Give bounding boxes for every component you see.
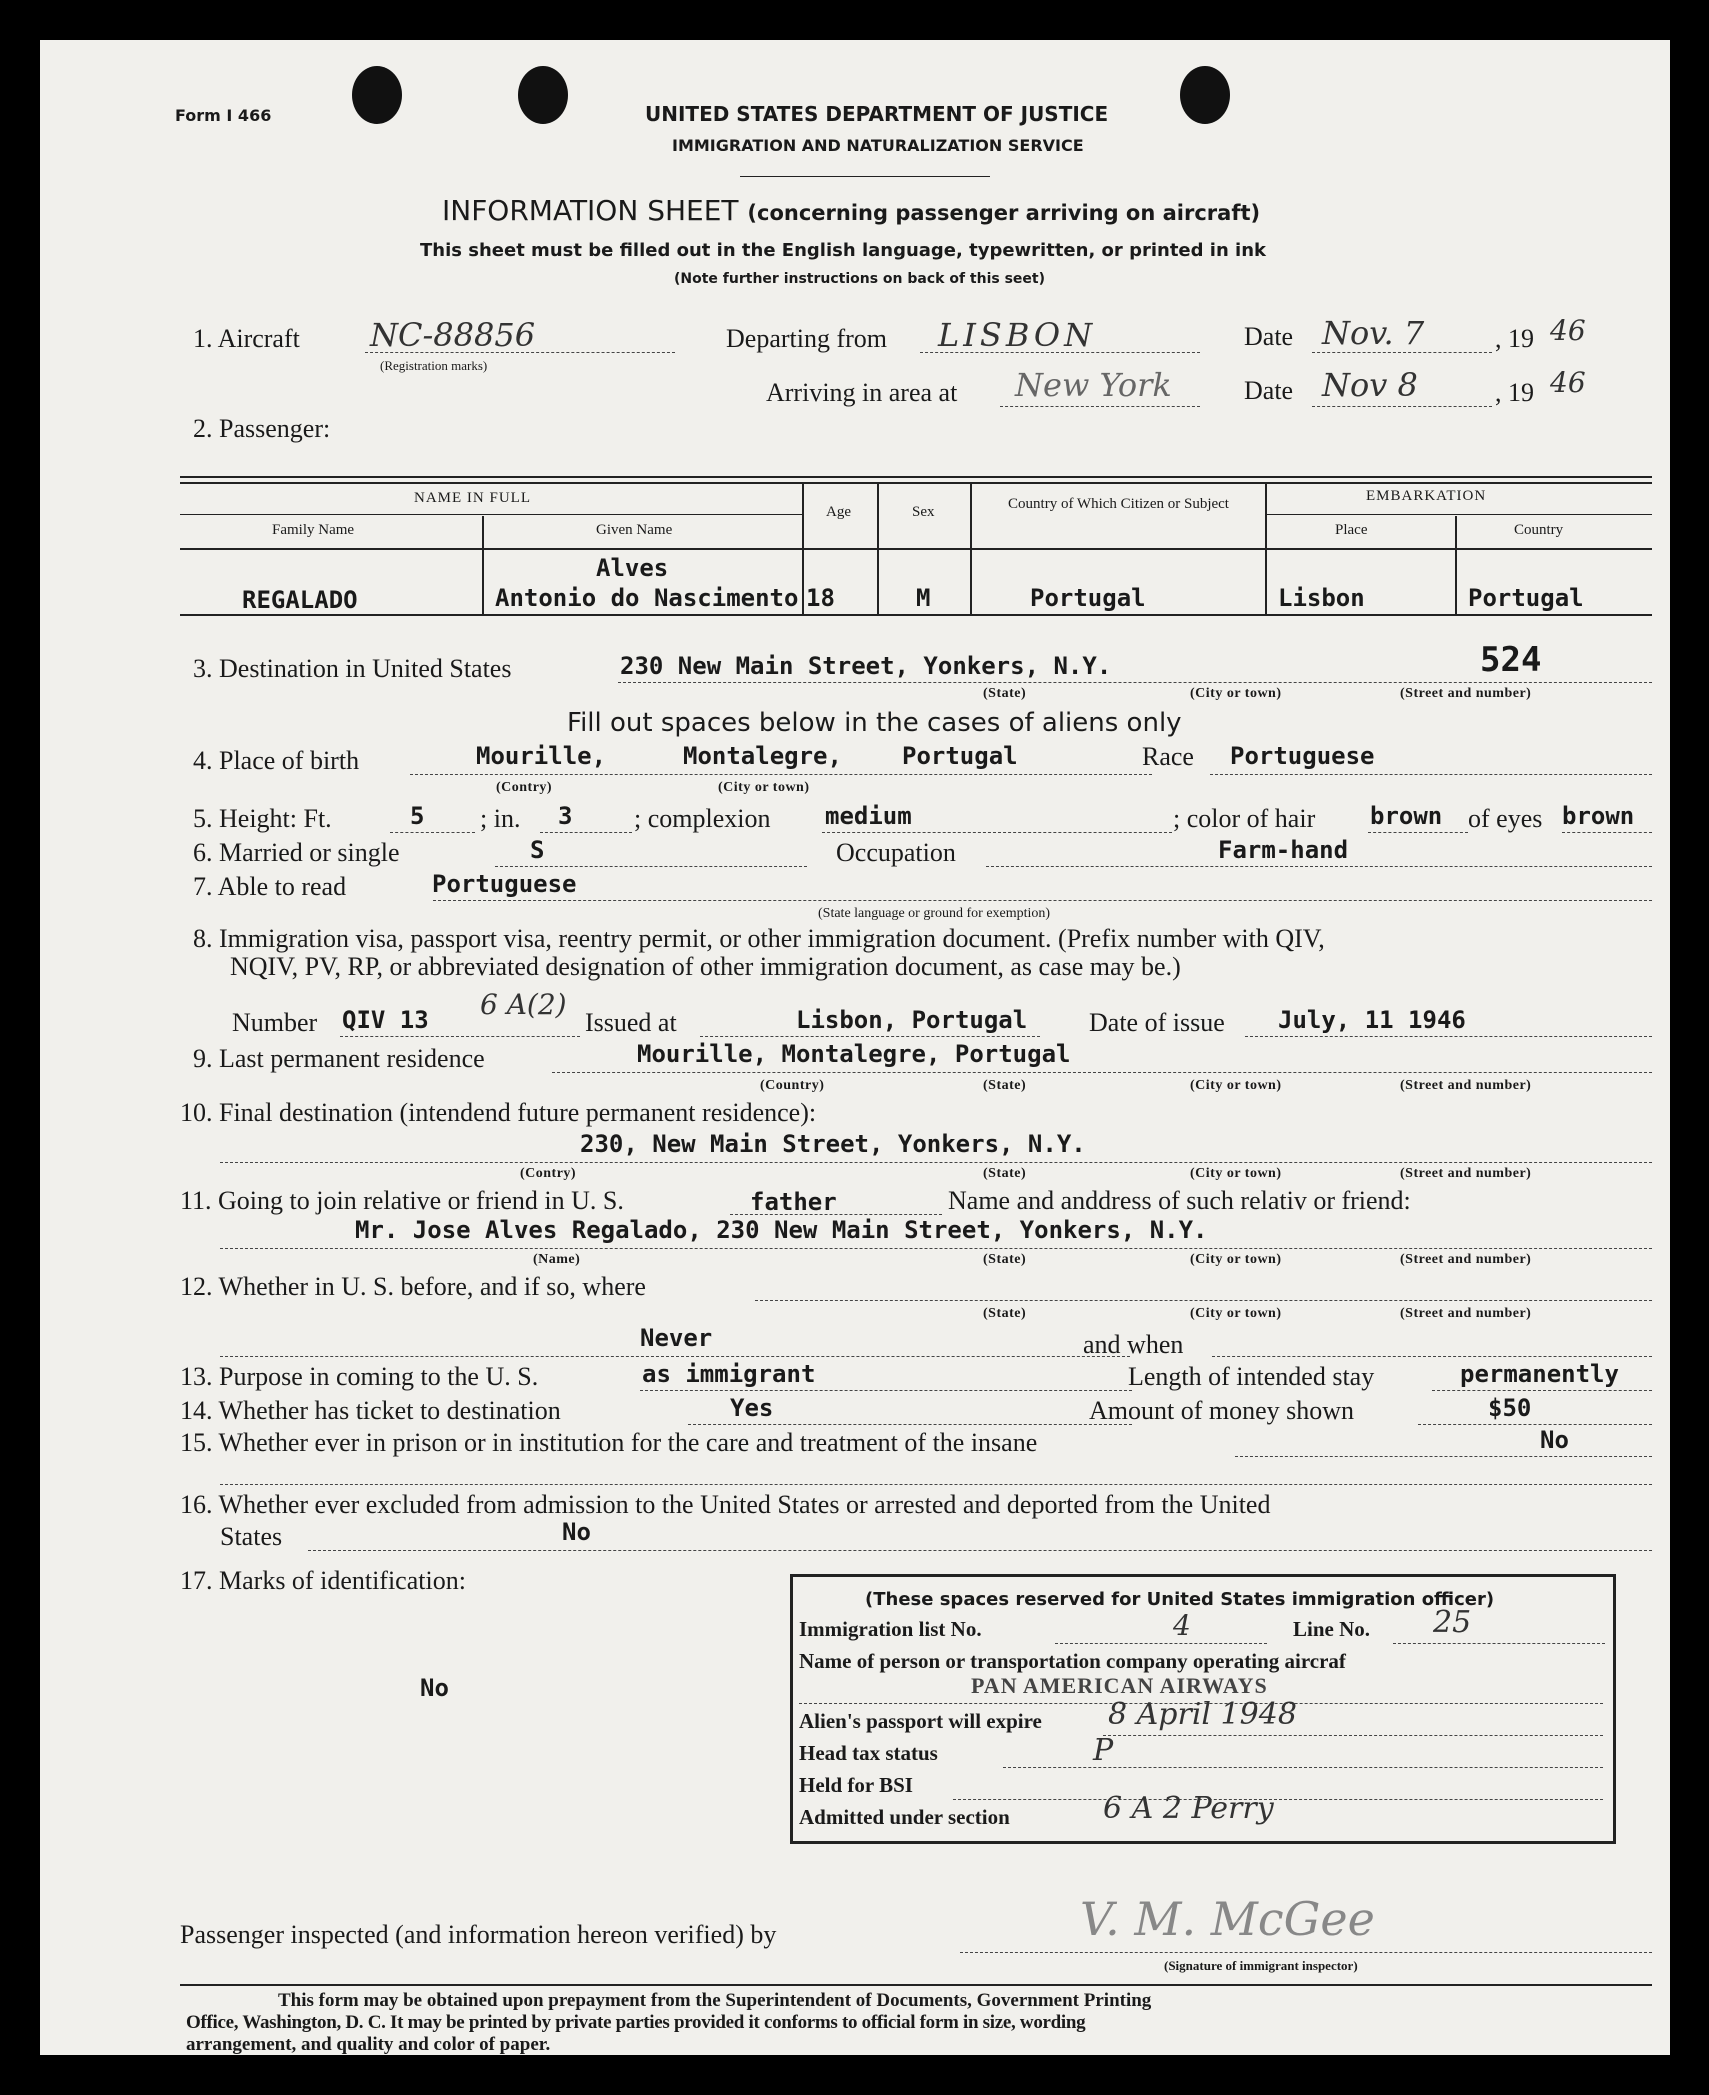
hair-line [1368, 832, 1468, 833]
residence-cap-street: (Street and number) [1400, 1078, 1532, 1093]
operator-stamp: PAN AMERICAN AIRWAYS [971, 1673, 1268, 1698]
previous-cap-street: (Street and number) [1400, 1306, 1532, 1321]
arrival-year-value[interactable]: 46 [1550, 366, 1586, 399]
birthplace-line [410, 774, 1152, 775]
table-top-rule-1 [180, 476, 1652, 478]
complexion-value[interactable]: medium [825, 802, 912, 830]
header-rule [740, 176, 990, 177]
cell-given-name-1[interactable]: Alves [596, 554, 669, 582]
line-no-line [1393, 1643, 1605, 1644]
th-given-name: Given Name [596, 522, 673, 538]
departure-date-line [1312, 352, 1492, 353]
race-value[interactable]: Portuguese [1230, 742, 1375, 770]
arriving-value[interactable]: New York [1015, 366, 1172, 404]
service-title: IMMIGRATION AND NATURALIZATION SERVICE [672, 136, 1084, 155]
list-no-value[interactable]: 4 [1173, 1609, 1191, 1642]
height-in-value[interactable]: 3 [558, 802, 573, 830]
excluded-top-line [220, 1484, 1652, 1485]
header-bottom-rule [180, 548, 1652, 550]
read-label: 7. Able to read [193, 872, 347, 901]
complexion-line [822, 832, 1172, 833]
previous-where-line [220, 1356, 1130, 1357]
visa-date-line [1245, 1036, 1652, 1037]
relative-address-value[interactable]: Mr. Jose Alves Regalado, 230 New Main Street, Yonkers, N.Y. [355, 1216, 1208, 1244]
form-number: Form I 466 [175, 106, 272, 125]
height-in-line [540, 832, 632, 833]
prison-value[interactable]: No [1540, 1426, 1569, 1454]
previous-cap-state: (State) [983, 1306, 1027, 1321]
birthplace-city[interactable]: Montalegre, [683, 742, 842, 770]
aliens-only-note: Fill out spaces below in the cases of aliens only [567, 708, 1182, 738]
prison-line [1235, 1456, 1652, 1457]
final-cap-state: (State) [983, 1166, 1027, 1181]
th-family-name: Family Name [272, 522, 355, 538]
residence-label: 9. Last permanent residence [193, 1044, 485, 1073]
punch-hole-3 [1180, 66, 1230, 124]
marks-label: 17. Marks of identification: [180, 1566, 466, 1595]
instructions-note: (Note further instructions on back of this seet) [674, 271, 1046, 287]
cell-given-name-2[interactable]: Antonio do Nascimento [495, 584, 799, 612]
excluded-line-2: States [220, 1522, 283, 1551]
hair-value[interactable]: brown [1370, 802, 1443, 830]
arrival-date-label: Date [1244, 376, 1294, 405]
admitted-value[interactable]: 6 A 2 Perry [1103, 1791, 1274, 1826]
bsi-line [953, 1799, 1603, 1800]
relative-cap-name: (Name) [533, 1252, 581, 1267]
purpose-line [640, 1390, 1132, 1391]
aircraft-value[interactable]: NC-88856 [370, 316, 536, 354]
line-no-value[interactable]: 25 [1433, 1605, 1472, 1640]
complexion-label: ; complexion [634, 804, 771, 833]
marital-line [495, 866, 807, 867]
hair-label: ; color of hair [1173, 804, 1316, 833]
passport-line [1103, 1735, 1603, 1736]
footer-line-3: arrangement, and quality and color of paper. [186, 2034, 551, 2055]
occupation-line [986, 866, 1652, 867]
cell-sex[interactable]: M [916, 584, 931, 612]
form-page [40, 40, 1670, 2055]
cell-age[interactable]: 18 [806, 584, 835, 612]
residence-line [552, 1072, 1652, 1073]
col-divider-1 [482, 516, 484, 614]
visa-date-value[interactable]: July, 11 1946 [1278, 1006, 1466, 1034]
bsi-label: Held for BSI [799, 1773, 913, 1797]
destination-line [618, 682, 1652, 683]
officer-box-title: (These spaces reserved for United States immigration officer) [865, 1589, 1495, 1610]
height-ft-value[interactable]: 5 [410, 802, 425, 830]
headtax-value[interactable]: P [1093, 1733, 1114, 1768]
form-title [442, 194, 1260, 227]
stay-label: Length of intended stay [1128, 1362, 1375, 1391]
form-title-sub: (concerning passenger arriving on aircraft) [747, 201, 1261, 225]
th-age: Age [826, 504, 851, 520]
th-embark-country: Country [1514, 522, 1564, 538]
birthplace-cap-city: (City or town) [718, 780, 810, 795]
list-no-label: Immigration list No. [799, 1617, 982, 1641]
residence-cap-city: (City or town) [1190, 1078, 1282, 1093]
cell-embark-place[interactable]: Lisbon [1278, 584, 1365, 612]
table-top-rule-2 [180, 482, 1652, 484]
passport-label: Alien's passport will expire [799, 1709, 1042, 1733]
col-divider-5 [1265, 484, 1267, 614]
destination-value[interactable]: 230 New Main Street, Yonkers, N.Y. [620, 652, 1112, 680]
birthplace-country[interactable]: Mourille, [476, 742, 607, 770]
ticket-line [688, 1424, 1132, 1425]
birthplace-state[interactable]: Portugal [902, 742, 1018, 770]
race-label: Race [1142, 742, 1194, 771]
arrival-year-prefix: , 19 [1495, 378, 1534, 407]
purpose-value[interactable]: as immigrant [642, 1360, 816, 1388]
arriving-label: Arriving in area at [766, 378, 958, 407]
departing-label: Departing from [726, 324, 888, 353]
residence-cap-state: (State) [983, 1078, 1027, 1093]
read-line [433, 900, 1652, 901]
birthplace-label: 4. Place of birth [193, 746, 360, 775]
visa-issued-value[interactable]: Lisbon, Portugal [796, 1006, 1028, 1034]
th-embarkation: EMBARKATION [1366, 488, 1487, 504]
signature-caption: (Signature of immigrant inspector) [1164, 1958, 1358, 1973]
destination-cap-street: (Street and number) [1400, 686, 1532, 701]
visa-issued-label: Issued at [585, 1008, 677, 1037]
ticket-value[interactable]: Yes [730, 1394, 774, 1422]
money-line [1418, 1424, 1652, 1425]
arriving-line [1000, 406, 1200, 407]
final-cap-street: (Street and number) [1400, 1166, 1532, 1181]
table-bottom-rule [180, 614, 1652, 616]
punch-hole-2 [518, 66, 568, 124]
relative-label: 11. Going to join relative or friend in U. S. [180, 1186, 624, 1215]
relative-address-line [220, 1248, 1652, 1249]
residence-cap-country: (Country) [760, 1078, 825, 1093]
form-title-main: INFORMATION SHEET [442, 194, 739, 227]
visa-line-2: NQIV, PV, RP, or abbreviated designation of other immigration document, as case may be.) [230, 952, 1181, 981]
read-value[interactable]: Portuguese [432, 870, 577, 898]
passenger-label: 2. Passenger: [193, 414, 331, 443]
operator-label: Name of person or transportation company operating aircraf [799, 1649, 1346, 1673]
occupation-value[interactable]: Farm-hand [1218, 836, 1349, 864]
arrival-date-line [1312, 406, 1492, 407]
birthplace-cap-country: (Contry) [496, 780, 553, 795]
col-divider-3 [877, 484, 879, 614]
visa-number-handwritten: 6 A(2) [480, 988, 567, 1021]
destination-cap-city: (City or town) [1190, 686, 1282, 701]
departure-year-prefix: , 19 [1495, 324, 1534, 353]
inspector-signature: V. M. McGee [1080, 1892, 1375, 1946]
final-cap-country: (Contry) [520, 1166, 577, 1181]
relative-cap-state: (State) [983, 1252, 1027, 1267]
th-embark-place: Place [1335, 522, 1368, 538]
departure-date-value[interactable]: Nov. 7 [1322, 314, 1425, 352]
relative-cap-city: (City or town) [1190, 1252, 1282, 1267]
height-ft-line [390, 832, 475, 833]
eyes-value[interactable]: brown [1562, 802, 1635, 830]
embark-header-rule [1265, 514, 1652, 515]
marital-label: 6. Married or single [193, 838, 400, 867]
footer-rule [180, 1984, 1652, 1986]
marital-value[interactable]: S [530, 836, 545, 864]
visa-number-line [340, 1036, 580, 1037]
th-citizen-country: Country of Which Citizen or Subject [1008, 496, 1229, 512]
departing-value[interactable]: LISBON [938, 316, 1097, 354]
visa-line-1: 8. Immigration visa, passport visa, reentry permit, or other immigration document. (Prefix number with QIV, [193, 924, 1325, 953]
money-label: Amount of money shown [1089, 1396, 1355, 1425]
col-divider-4 [970, 484, 972, 614]
prison-label: 15. Whether ever in prison or in institution for the care and treatment of the insane [180, 1428, 1038, 1457]
admitted-label: Admitted under section [799, 1805, 1010, 1829]
th-sex: Sex [912, 504, 935, 520]
race-line [1210, 774, 1652, 775]
visa-number-value[interactable]: QIV 13 [342, 1006, 429, 1034]
final-destination-line [220, 1162, 1652, 1163]
departure-date-label: Date [1244, 322, 1294, 351]
relative-value[interactable]: father [750, 1188, 837, 1216]
name-header-rule [180, 514, 802, 515]
cell-embark-country[interactable]: Portugal [1468, 584, 1584, 612]
inspected-label: Passenger inspected (and information hereon verified) by [180, 1920, 777, 1949]
officer-box [790, 1574, 1616, 1844]
final-destination-label: 10. Final destination (intendend future permanent residence): [180, 1098, 817, 1127]
visa-date-label: Date of issue [1089, 1008, 1225, 1037]
stay-line [1432, 1390, 1652, 1391]
excluded-line-1: 16. Whether ever excluded from admission to the United States or arrested and deported from the United [180, 1490, 1271, 1519]
read-caption: (State language or ground for exemption) [818, 906, 1051, 921]
previous-visit-value[interactable]: Never [640, 1324, 713, 1352]
visa-issued-line [700, 1036, 1040, 1037]
stay-value[interactable]: permanently [1460, 1360, 1619, 1388]
occupation-label: Occupation [836, 838, 956, 867]
punch-hole-1 [352, 66, 402, 124]
residence-value[interactable]: Mourille, Montalegre, Portugal [637, 1040, 1071, 1068]
col-divider-6 [1455, 516, 1457, 614]
cell-citizen[interactable]: Portugal [1030, 584, 1146, 612]
passport-value[interactable]: 8 April 1948 [1108, 1697, 1297, 1732]
destination-label: 3. Destination in United States [193, 654, 512, 683]
money-value[interactable]: $50 [1488, 1394, 1532, 1422]
line-no-label: Line No. [1293, 1617, 1371, 1641]
eyes-label: of eyes [1468, 804, 1543, 833]
relative-name-label: Name and anddress of such relativ or friend: [948, 1186, 1411, 1215]
destination-number-overwrite: 524 [1480, 640, 1542, 680]
headtax-label: Head tax status [799, 1741, 938, 1765]
excluded-line [308, 1550, 1652, 1551]
eyes-line [1562, 832, 1652, 833]
final-cap-city: (City or town) [1190, 1166, 1282, 1181]
previous-cap-city: (City or town) [1190, 1306, 1282, 1321]
height-in-label: ; in. [480, 804, 521, 833]
arrival-date-value[interactable]: Nov 8 [1322, 366, 1418, 404]
marks-value[interactable]: No [420, 1674, 449, 1702]
departure-year-value[interactable]: 46 [1550, 314, 1586, 347]
previous-when-line [1212, 1356, 1652, 1357]
footer-line-1: This form may be obtained upon prepayment from the Superintendent of Documents, Government Printing [278, 1990, 1152, 2011]
ticket-label: 14. Whether has ticket to destination [180, 1396, 561, 1425]
previous-visit-label: 12. Whether in U. S. before, and if so, where [180, 1272, 646, 1301]
relative-cap-street: (Street and number) [1400, 1252, 1532, 1267]
previous-visit-line [755, 1300, 1652, 1301]
destination-cap-state: (State) [983, 686, 1027, 701]
cell-family-name[interactable]: REGALADO [242, 586, 358, 614]
registration-caption: (Registration marks) [380, 358, 488, 373]
list-no-line [1055, 1643, 1267, 1644]
footer-line-2: Office, Washington, D. C. It may be printed by private parties provided it conforms to official form in size, wording [186, 2012, 1086, 2033]
instructions-line: This sheet must be filled out in the English language, typewritten, or printed in ink [420, 240, 1266, 261]
final-destination-value[interactable]: 230, New Main Street, Yonkers, N.Y. [580, 1130, 1086, 1158]
signature-line [960, 1952, 1652, 1953]
height-label: 5. Height: Ft. [193, 804, 332, 833]
excluded-value[interactable]: No [562, 1518, 591, 1546]
aircraft-label: 1. Aircraft [193, 324, 300, 353]
purpose-label: 13. Purpose in coming to the U. S. [180, 1362, 539, 1391]
department-title: UNITED STATES DEPARTMENT OF JUSTICE [645, 102, 1109, 126]
th-name-in-full: NAME IN FULL [414, 490, 531, 506]
previous-when-label: and when [1083, 1330, 1184, 1359]
col-divider-2 [802, 484, 804, 614]
visa-number-label: Number [232, 1008, 318, 1037]
